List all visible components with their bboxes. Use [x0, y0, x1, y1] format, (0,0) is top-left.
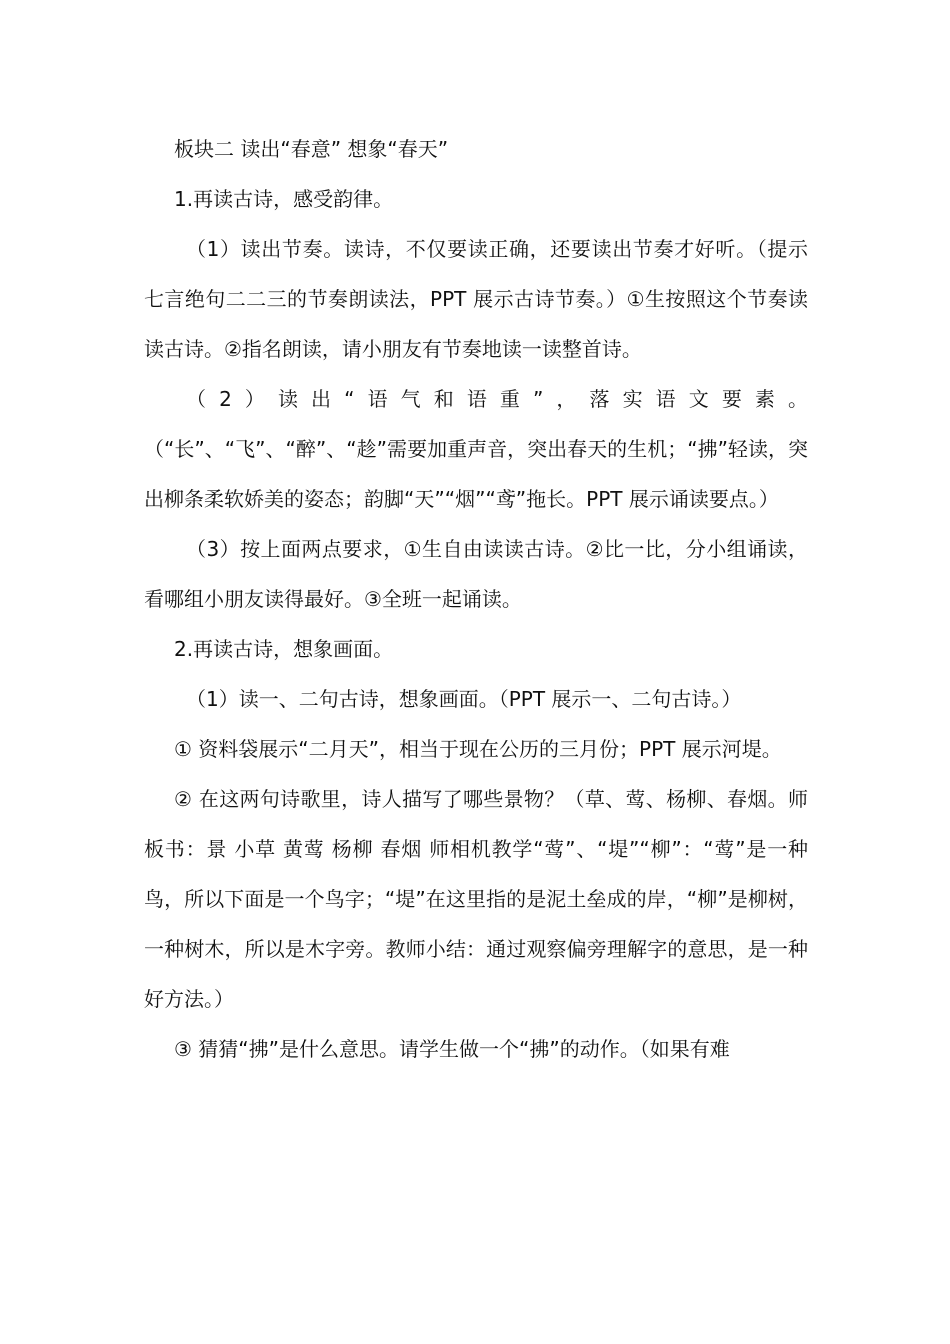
paragraph-point-2: ② 在这两句诗歌里，诗人描写了哪些景物？（草、莺、杨柳、春烟。师板书：景 小草 黄莺 杨柳 春烟 师相机教学“莺”、“堤”“柳”：“莺”是一种鸟，所以下面是一个鸟字；“堤”在这里指的是泥土垒成的岸，“柳”是柳树，一种树木，所以是木字旁。教师小结：通过观察偏旁理解字的意思，是一种好方法。） — [144, 787, 808, 1011]
step-heading-2: 2.再读古诗，想象画面。 — [174, 637, 394, 661]
section-heading: 板块二 读出“春意” 想象“春天” — [174, 137, 449, 161]
step-heading-1: 1.再读古诗，感受韵律。 — [174, 187, 394, 211]
paragraph-point-1: ① 资料袋展示“二月天”，相当于现在公历的三月份；PPT 展示河堤。 — [174, 737, 782, 761]
paragraph-tone-stress: （2）读出“语气和语重”，落实语文要素。（“长”、“飞”、“醉”、“趁”需要加重声音，突出春天的生机；“拂”轻读，突出柳条柔软娇美的姿态；韵脚“天”“烟”“鸢”拖长。PPT 展示诵读要点。） — [144, 387, 808, 511]
paragraph-group-reading: （3）按上面两点要求，①生自由读读古诗。②比一比，分小组诵读，看哪组小朋友读得最好。③全班一起诵读。 — [144, 537, 808, 611]
paragraph-imagine-scene: （1）读一、二句古诗，想象画面。（PPT 展示一、二句古诗。） — [186, 687, 742, 711]
document-body — [144, 124, 808, 1074]
paragraph-point-3: ③ 猜猜“拂”是什么意思。请学生做一个“拂”的动作。（如果有难 — [174, 1037, 730, 1061]
paragraph-rhythm: （1）读出节奏。读诗，不仅要读正确，还要读出节奏才好听。（提示七言绝句二二三的节奏朗读法，PPT 展示古诗节奏。）①生按照这个节奏读读古诗。②指名朗读，请小朋友有节奏地读一读整首诗。 — [144, 237, 808, 361]
